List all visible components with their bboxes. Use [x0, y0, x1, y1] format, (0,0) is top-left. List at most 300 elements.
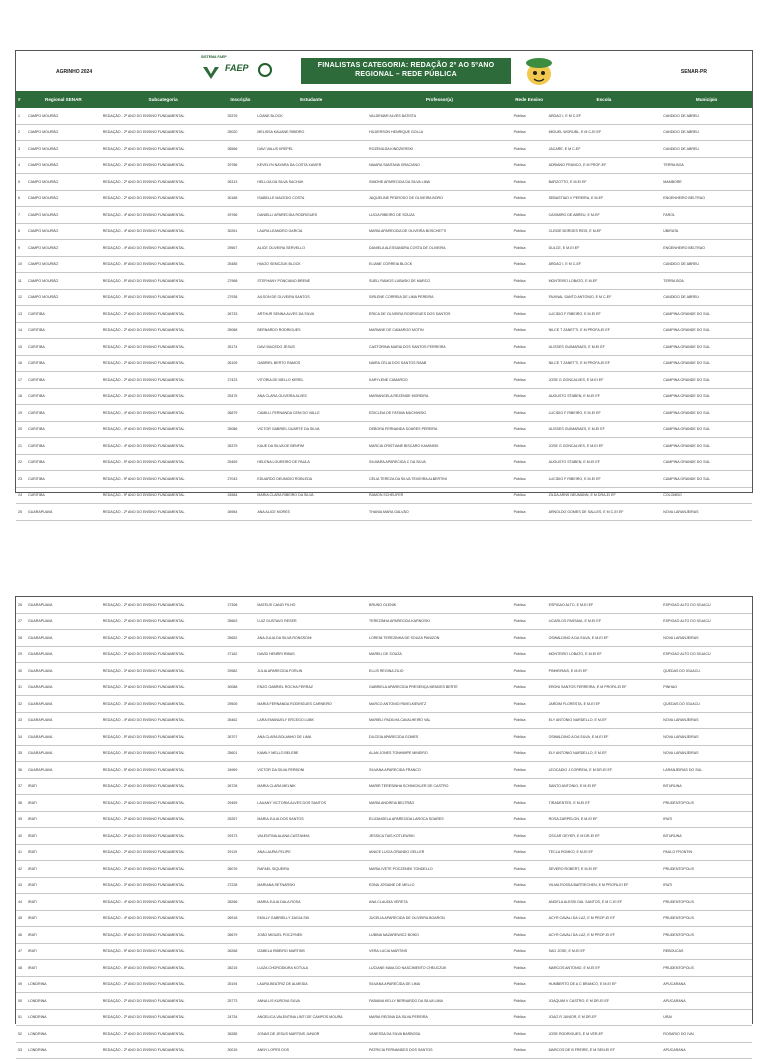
seal-icon: [258, 63, 272, 77]
cell-regional: CAMPO MOURÃO: [26, 246, 101, 250]
cell-number: 43: [16, 883, 26, 887]
cell-inscricao: 29786: [225, 163, 255, 167]
cell-regional: CAMPO MOURÃO: [26, 229, 101, 233]
cell-rede: Pública: [512, 130, 547, 134]
table-row: [16, 779, 752, 796]
cell-inscricao: 26733: [225, 312, 255, 316]
cell-number: 45: [16, 916, 26, 920]
cell-escola: SEBASTIAO V PEREIRA, E M-EF: [547, 196, 662, 200]
cell-estudante: ANA JULIA DA SILVA RONSSONI: [255, 636, 367, 640]
cell-rede: Pública: [512, 768, 547, 772]
table-row: [16, 1043, 752, 1059]
cell-number: 29: [16, 652, 26, 656]
cell-municipio: PRUDENTOPOLIS: [661, 966, 752, 970]
cell-estudante: LAUANY VICTORIA ALVES DOS SANTOS: [255, 801, 367, 805]
cell-subcategoria: REDAÇÃO - 2º ANO DO ENSINO FUNDAMENTAL: [101, 850, 226, 854]
cell-municipio: ENGENHEIRO BELTRAO: [661, 246, 752, 250]
cell-municipio: PAULO FRONTIN: [661, 850, 752, 854]
cell-inscricao: 26105: [225, 361, 255, 365]
cell-municipio: NOVA LARANJEIRAS: [661, 735, 752, 739]
cell-number: 21: [16, 444, 26, 448]
cell-subcategoria: REDAÇÃO - 5º ANO DO ENSINO FUNDAMENTAL: [101, 751, 226, 755]
cell-inscricao: 26918: [225, 916, 255, 920]
cell-estudante: VICTOR DA SILVA PERBONI: [255, 768, 367, 772]
cell-inscricao: 24584: [225, 493, 255, 497]
cell-estudante: ISABELLE MACEDO COSTA: [255, 196, 367, 200]
cell-municipio: URAI: [661, 1015, 752, 1019]
cell-number: 38: [16, 801, 26, 805]
cell-estudante: ANA ALICE MORES: [255, 510, 367, 514]
cell-escola: JOSE RODRIGUES, E M VER-EF: [547, 1032, 662, 1036]
cell-municipio: ROSARIO DO IVAI: [661, 1032, 752, 1036]
cell-estudante: ANNY LOPES DOS: [255, 1048, 367, 1052]
cell-inscricao: 25267: [225, 817, 255, 821]
cell-professor: SILVANA APARECIDA FRANCO: [367, 768, 512, 772]
cell-number: 4: [16, 163, 26, 167]
cell-estudante: STEFHANY PONCIANO BRENE: [255, 279, 367, 283]
cell-escola: PINHEIRAIS, E M-EI EF: [547, 669, 662, 673]
cell-regional: GUARAPUAVA: [26, 718, 101, 722]
cell-professor: CASTORINA MARIA DOS SANTOS FERREIRA: [367, 345, 512, 349]
table-row: [16, 273, 752, 290]
cell-escola: ACYR CAVALI DA LUZ, E M PROF-EI EF: [547, 916, 662, 920]
cell-professor: MARIR TERESINHA SCHMICKLER DE CASTRO: [367, 784, 512, 788]
cell-regional: IRATI: [26, 966, 101, 970]
cell-subcategoria: REDAÇÃO - 2º ANO DO ENSINO FUNDAMENTAL: [101, 1032, 226, 1036]
cell-rede: Pública: [512, 262, 547, 266]
cell-escola: JOAO R JUNIOR, E M DR-EF: [547, 1015, 662, 1019]
cell-number: 6: [16, 196, 26, 200]
cell-escola: CLEIDE BORGES REIS, E M-EF: [547, 229, 662, 233]
cell-number: 33: [16, 718, 26, 722]
cell-municipio: PRUDENTOPOLIS: [661, 867, 752, 871]
cell-escola: ULISSES GUIMARAES, E M-EI EF: [547, 345, 662, 349]
cell-municipio: CAMPINA GRANDE DO SUL: [661, 444, 752, 448]
cell-professor: MARIELI PADILHA CAVALHEIRO VAL: [367, 718, 512, 722]
cell-regional: CURITIBA: [26, 378, 101, 382]
cell-subcategoria: REDAÇÃO - 2º ANO DO ENSINO FUNDAMENTAL: [101, 196, 226, 200]
cell-professor: JESSICA TAIS KOTLEWSKI: [367, 834, 512, 838]
cell-subcategoria: REDAÇÃO - 5º ANO DO ENSINO FUNDAMENTAL: [101, 295, 226, 299]
cell-municipio: ENGENHEIRO BELTRAO: [661, 196, 752, 200]
cell-regional: CURITIBA: [26, 394, 101, 398]
cell-rede: Pública: [512, 916, 547, 920]
cell-subcategoria: REDAÇÃO - 2º ANO DO ENSINO FUNDAMENTAL: [101, 801, 226, 805]
cell-rede: Pública: [512, 834, 547, 838]
cell-rede: Pública: [512, 685, 547, 689]
cell-rede: Pública: [512, 279, 547, 283]
cell-rede: Pública: [512, 477, 547, 481]
table-row: [16, 224, 752, 241]
cell-municipio: APUCARANA: [661, 1048, 752, 1052]
cell-regional: CAMPO MOURÃO: [26, 147, 101, 151]
cell-regional: CURITIBA: [26, 411, 101, 415]
cell-escola: MONTEIRO LOBATO, E M-EI EF: [547, 652, 662, 656]
cell-professor: LUBINA NAZAREWICZ BOIKO: [367, 933, 512, 937]
cell-rede: Pública: [512, 999, 547, 1003]
cell-professor: VANESSA DA SILVA BARBOSA: [367, 1032, 512, 1036]
cell-escola: CASIMIRO DE ABREU, E M-EF: [547, 213, 662, 217]
cell-estudante: VALENTINA ALANA CASTANHA: [255, 834, 367, 838]
col-professor: Professor(a): [367, 97, 512, 102]
cell-regional: LONDRINA: [26, 982, 101, 986]
cell-estudante: EMILLY GABRIELLY ZAGULSKI: [255, 916, 367, 920]
cell-number: 18: [16, 394, 26, 398]
cell-number: 40: [16, 834, 26, 838]
cell-rede: Pública: [512, 246, 547, 250]
cell-estudante: VITÓRIA DE MELLO KEREL: [255, 378, 367, 382]
cell-professor: ROZENILDA KINDZIERSKI: [367, 147, 512, 151]
cell-subcategoria: REDAÇÃO - 5º ANO DO ENSINO FUNDAMENTAL: [101, 477, 226, 481]
logo-text: FAEP: [225, 63, 255, 81]
table-row: [16, 207, 752, 224]
cell-professor: VALDEMAR ALVES BATISTA: [367, 114, 512, 118]
table-row: [16, 438, 752, 455]
cell-number: 37: [16, 784, 26, 788]
cell-municipio: TERRA BOA: [661, 163, 752, 167]
cell-subcategoria: REDAÇÃO - 5º ANO DO ENSINO FUNDAMENTAL: [101, 966, 226, 970]
cell-rede: Pública: [512, 147, 547, 151]
cell-rede: Pública: [512, 1015, 547, 1019]
cell-inscricao: 29582: [225, 669, 255, 673]
cell-subcategoria: REDAÇÃO - 2º ANO DO ENSINO FUNDAMENTAL: [101, 180, 226, 184]
cell-municipio: NOVA LARANJEIRAS: [661, 510, 752, 514]
table-row: [16, 812, 752, 829]
cell-inscricao: 26879: [225, 411, 255, 415]
cell-number: 50: [16, 999, 26, 1003]
cell-inscricao: 25652: [225, 636, 255, 640]
cell-regional: LONDRINA: [26, 1015, 101, 1019]
cell-rede: Pública: [512, 427, 547, 431]
cell-estudante: ANGELICA VALENTINA LINTI DE CAMPOS MOURA: [255, 1015, 367, 1019]
cell-rede: Pública: [512, 669, 547, 673]
cell-professor: MARIANE DE CAMARGO MOTIN: [367, 328, 512, 332]
cell-number: 39: [16, 817, 26, 821]
cell-estudante: EDUARDO DEUNIDIO ROBLEDA: [255, 477, 367, 481]
cell-number: 9: [16, 246, 26, 250]
cell-inscricao: 30168: [225, 196, 255, 200]
cell-estudante: ARTHUR SENNA ALVES DA SILVA: [255, 312, 367, 316]
cell-escola: AUGUSTO STABEN, E M-EI EF: [547, 394, 662, 398]
cell-escola: JOSE G GONCALVES, E M-EI EF: [547, 378, 662, 382]
cell-escola: MONTEIRO LOBATO, E M-EF: [547, 279, 662, 283]
table-row: [16, 647, 752, 664]
cell-municipio: FAROL: [661, 213, 752, 217]
table-body: [16, 108, 752, 521]
cell-municipio: CANDIDO DE ABREU: [661, 114, 752, 118]
cell-rede: Pública: [512, 312, 547, 316]
cell-estudante: MATEUS CANZI FILHO: [255, 603, 367, 607]
cell-escola: FAXINAL SANTO ANTONIO, E M C-EF: [547, 295, 662, 299]
cell-professor: PATRICIA FERNANDES DOS SANTOS: [367, 1048, 512, 1052]
cell-number: 19: [16, 411, 26, 415]
cell-subcategoria: REDAÇÃO - 2º ANO DO ENSINO FUNDAMENTAL: [101, 834, 226, 838]
cell-rede: Pública: [512, 378, 547, 382]
cell-number: 11: [16, 279, 26, 283]
table-row: [16, 795, 752, 812]
col-number: #: [16, 97, 26, 102]
cell-inscricao: 26313: [225, 180, 255, 184]
cell-professor: DEBORA FERNANDA SOARES PEREIRA: [367, 427, 512, 431]
col-escola: Escola: [547, 97, 662, 102]
cell-escola: ULISSES GUIMARAES, E M-EI EF: [547, 427, 662, 431]
cell-regional: CAMPO MOURÃO: [26, 279, 101, 283]
cell-municipio: CAMPINA GRANDE DO SUL: [661, 427, 752, 431]
cell-subcategoria: REDAÇÃO - 3º ANO DO ENSINO FUNDAMENTAL: [101, 685, 226, 689]
cell-regional: CAMPO MOURÃO: [26, 213, 101, 217]
document-page-2: [15, 596, 753, 1024]
cell-subcategoria: REDAÇÃO - 2º ANO DO ENSINO FUNDAMENTAL: [101, 114, 226, 118]
cell-professor: LUCIANE MAIA DO NASCIMENTO CHEUCZUK: [367, 966, 512, 970]
cell-number: 35: [16, 751, 26, 755]
cell-subcategoria: REDAÇÃO - 2º ANO DO ENSINO FUNDAMENTAL: [101, 1048, 226, 1052]
cell-rede: Pública: [512, 180, 547, 184]
cell-rede: Pública: [512, 933, 547, 937]
cell-subcategoria: REDAÇÃO - 4º ANO DO ENSINO FUNDAMENTAL: [101, 213, 226, 217]
table-row: [16, 663, 752, 680]
cell-regional: GUARAPUAVA: [26, 619, 101, 623]
cell-rede: Pública: [512, 345, 547, 349]
cell-professor: HILDERSON HENRIQUE GOLLA: [367, 130, 512, 134]
cell-subcategoria: REDAÇÃO - 3º ANO DO ENSINO FUNDAMENTAL: [101, 669, 226, 673]
cell-subcategoria: REDAÇÃO - 2º ANO DO ENSINO FUNDAMENTAL: [101, 130, 226, 134]
cell-rede: Pública: [512, 883, 547, 887]
cell-regional: CURITIBA: [26, 493, 101, 497]
cell-regional: CURITIBA: [26, 312, 101, 316]
cell-estudante: DANIELLI APARECIDA RODRIGUES: [255, 213, 367, 217]
table-row: [16, 944, 752, 961]
cell-estudante: DAVI MACEDO JESUS: [255, 345, 367, 349]
cell-regional: GUARAPUAVA: [26, 636, 101, 640]
cell-estudante: VICTOR GABRIEL DUARTE DA SILVA: [255, 427, 367, 431]
cell-regional: IRATI: [26, 949, 101, 953]
table-row: [16, 597, 752, 614]
agrinho-mascot-logo: [521, 54, 557, 88]
cell-number: 28: [16, 636, 26, 640]
cell-escola: ZILDA ARNS NEUMANN, E M DRA-EI EF: [547, 493, 662, 497]
cell-escola: BARZOTTO, E M-EI EF: [547, 180, 662, 184]
cell-escola: VILMA ROSSA BARTIECHEN, E M PROFA-EI EF: [547, 883, 662, 887]
cell-inscricao: 25376: [225, 114, 255, 118]
cell-estudante: DAVI VALUS KREPEL: [255, 147, 367, 151]
table-row: [16, 290, 752, 307]
cell-regional: CURITIBA: [26, 345, 101, 349]
cell-subcategoria: REDAÇÃO - 2º ANO DO ENSINO FUNDAMENTAL: [101, 510, 226, 514]
cell-subcategoria: REDAÇÃO - 2º ANO DO ENSINO FUNDAMENTAL: [101, 328, 226, 332]
cell-escola: LICARLOS PASSAIA, E M-EI EF: [547, 619, 662, 623]
cell-rede: Pública: [512, 444, 547, 448]
cell-municipio: NOVA LARANJEIRAS: [661, 718, 752, 722]
cell-escola: SEVERO ROBERT, E M-EI EF: [547, 867, 662, 871]
cell-rede: Pública: [512, 867, 547, 871]
cell-rede: Pública: [512, 751, 547, 755]
cell-subcategoria: REDAÇÃO - 4º ANO DO ENSINO FUNDAMENTAL: [101, 427, 226, 431]
table-row: [16, 471, 752, 488]
cell-regional: GUARAPUAVA: [26, 685, 101, 689]
table-row: [16, 174, 752, 191]
cell-inscricao: 25663: [225, 619, 255, 623]
cell-municipio: LARANJEIRAS DO SUL: [661, 768, 752, 772]
cell-regional: CURITIBA: [26, 460, 101, 464]
cell-escola: LUCIDIO F RIBEIRO, E M-EI EF: [547, 312, 662, 316]
cell-regional: IRATI: [26, 834, 101, 838]
cell-regional: CAMPO MOURÃO: [26, 295, 101, 299]
cell-municipio: APUCARANA: [661, 982, 752, 986]
cell-estudante: DAVID HENRRI RIBAS: [255, 652, 367, 656]
cell-municipio: CANDIDO DE ABREU: [661, 262, 752, 266]
cell-escola: NILCE T ZANETTI, E M PROFA-EI EF: [547, 361, 662, 365]
cell-escola: ARDAO I, E M C-EF: [547, 262, 662, 266]
org-label: SENAR-PR: [681, 69, 707, 75]
cell-professor: NAIARA SANTANA GRACIANO: [367, 163, 512, 167]
cell-regional: GUARAPUAVA: [26, 669, 101, 673]
cell-inscricao: 27423: [225, 378, 255, 382]
cell-escola: ARDAO I, E M C-EF: [547, 114, 662, 118]
table-row: [16, 108, 752, 125]
cell-inscricao: 27308: [225, 603, 255, 607]
cell-escola: OSWALDINO A DA SILVA, E M-EI EF: [547, 636, 662, 640]
table-row: [16, 878, 752, 895]
col-estudante: Estudante: [255, 97, 367, 102]
cell-subcategoria: REDAÇÃO - 5º ANO DO ENSINO FUNDAMENTAL: [101, 768, 226, 772]
cell-professor: BRUNO OLENIK: [367, 603, 512, 607]
cell-municipio: QUEDAS DO IGUACU: [661, 669, 752, 673]
cell-escola: DULCE, E M-EI EF: [547, 246, 662, 250]
cell-inscricao: 26462: [225, 718, 255, 722]
cell-number: 25: [16, 510, 26, 514]
cell-professor: ELIANE CORREIA BLOCK: [367, 262, 512, 266]
cell-estudante: JÚLIA APARECIDA FORLIN: [255, 669, 367, 673]
cell-escola: JOAQUIM V CASTRO, E M DR-EI EF: [547, 999, 662, 1003]
cell-rede: Pública: [512, 784, 547, 788]
col-rede-ensino: Rede Ensino: [512, 97, 547, 102]
cell-professor: ELIZANGELA APARECIDA LAROCA SOARES: [367, 817, 512, 821]
cell-professor: THANIA MARA GALVÃO: [367, 510, 512, 514]
cell-municipio: CAMPINA GRANDE DO SUL: [661, 312, 752, 316]
cell-subcategoria: REDAÇÃO - 4º ANO DO ENSINO FUNDAMENTAL: [101, 718, 226, 722]
cell-inscricao: 30015: [225, 1048, 255, 1052]
cell-regional: CAMPO MOURÃO: [26, 130, 101, 134]
table-row: [16, 960, 752, 977]
col-municipio: Município: [661, 97, 752, 102]
table-row: [16, 158, 752, 175]
cell-professor: ÉRICA DE OLIVEIRA RODRIGUES DOS SANTOS: [367, 312, 512, 316]
col-inscricao: Inscrição: [225, 97, 255, 102]
cell-estudante: KEVELYN NAYARA DA COSTA XAVIER: [255, 163, 367, 167]
cell-professor: ANA CLAUDIA VERETA: [367, 900, 512, 904]
cell-rede: Pública: [512, 966, 547, 970]
cell-municipio: ESPIGAO ALTO DO IGUACU: [661, 619, 752, 623]
cell-number: 30: [16, 669, 26, 673]
title-banner: [301, 58, 511, 84]
cell-rede: Pública: [512, 460, 547, 464]
cell-estudante: MARIA JÚLIA DOS SANTOS: [255, 817, 367, 821]
cell-regional: LONDRINA: [26, 999, 101, 1003]
cell-municipio: BITURUNA: [661, 834, 752, 838]
cell-regional: CAMPO MOURÃO: [26, 196, 101, 200]
cell-number: 48: [16, 966, 26, 970]
cell-municipio: CAMPINA GRANDE DO SUL: [661, 328, 752, 332]
cell-subcategoria: REDAÇÃO - 4º ANO DO ENSINO FUNDAMENTAL: [101, 411, 226, 415]
cell-estudante: MELISSA KAUANE RIBEIRO: [255, 130, 367, 134]
cell-regional: IRATI: [26, 801, 101, 805]
table-row: [16, 1026, 752, 1043]
cell-professor: EDNA JOSIANE DE MELLO: [367, 883, 512, 887]
cell-escola: ELY ANTONIO NARDELLO, E M-EF: [547, 718, 662, 722]
cell-professor: FABIANA KELLY BERNARDO DA SILVA LIMA: [367, 999, 512, 1003]
cell-professor: CÉLIA TEREZA DA SILVA TEIXEIRA ALBERTINI: [367, 477, 512, 481]
cell-number: 5: [16, 180, 26, 184]
cell-municipio: CAMPINA GRANDE DO SUL: [661, 378, 752, 382]
cell-rede: Pública: [512, 801, 547, 805]
cell-professor: JUCELIA APARECIDA DE OLIVEIRA BOARON: [367, 916, 512, 920]
document-page-1: [15, 50, 753, 493]
cell-number: 23: [16, 477, 26, 481]
cell-escola: ROSA ZARPELON, E M-EI EF: [547, 817, 662, 821]
cell-professor: DANIELA ALESSANDRA COSTA DE OLIVEIRA: [367, 246, 512, 250]
col-subcategoria: Subcategoria: [101, 97, 226, 102]
cell-escola: ANGELA ALESSI DAL SANTOS, E M C-EI EF: [547, 900, 662, 904]
cell-number: 44: [16, 900, 26, 904]
cell-number: 41: [16, 850, 26, 854]
cell-estudante: HELLOA DA SILVA SACHUK: [255, 180, 367, 184]
cell-regional: CAMPO MOURÃO: [26, 114, 101, 118]
cell-regional: CURITIBA: [26, 477, 101, 481]
cell-inscricao: 26984: [225, 510, 255, 514]
cell-municipio: ESPIGAO ALTO DO IGUACU: [661, 652, 752, 656]
cell-inscricao: 25086: [225, 427, 255, 431]
cell-estudante: GABRIEL BERTO RAMOS: [255, 361, 367, 365]
cell-escola: LUCIDIO F RIBEIRO, E M-EI EF: [547, 477, 662, 481]
cell-estudante: CAMILLI FERNANDA CENI DO VALLE: [255, 411, 367, 415]
event-label: AGRINHO 2024: [56, 69, 92, 75]
cell-rede: Pública: [512, 229, 547, 233]
cell-inscricao: 28215: [225, 966, 255, 970]
cell-number: 14: [16, 328, 26, 332]
cell-estudante: MARIANA SETNARSKI: [255, 883, 367, 887]
cell-escola: MIGUEL WORUBL, E M C-EI EF: [547, 130, 662, 134]
cell-inscricao: 30261: [225, 229, 255, 233]
cell-rede: Pública: [512, 718, 547, 722]
cell-professor: SIMONE APARECIDA DA SILVA LIMA: [367, 180, 512, 184]
cell-inscricao: 29373: [225, 834, 255, 838]
cell-subcategoria: REDAÇÃO - 2º ANO DO ENSINO FUNDAMENTAL: [101, 163, 226, 167]
cell-inscricao: 27938: [225, 295, 255, 299]
cell-rede: Pública: [512, 636, 547, 640]
cell-escola: LUCIDIO F RIBEIRO, E M-EI EF: [547, 411, 662, 415]
cell-number: 52: [16, 1032, 26, 1036]
table-row: [16, 927, 752, 944]
cell-rede: Pública: [512, 1032, 547, 1036]
cell-regional: CURITIBA: [26, 444, 101, 448]
cell-professor: VERA LUCIA MARTINS: [367, 949, 512, 953]
cell-inscricao: 25459: [225, 460, 255, 464]
cell-estudante: LAURA LEANDRO GARCIA: [255, 229, 367, 233]
cell-municipio: BITURUNA: [661, 784, 752, 788]
cell-estudante: LUIZ GUSTAVO RESER: [255, 619, 367, 623]
cell-estudante: KAUE DA SILVA DE BENFIM: [255, 444, 367, 448]
table-row: [16, 911, 752, 928]
cell-municipio: NOVA LARANJEIRAS: [661, 636, 752, 640]
cell-rede: Pública: [512, 702, 547, 706]
cell-subcategoria: REDAÇÃO - 2º ANO DO ENSINO FUNDAMENTAL: [101, 603, 226, 607]
cell-subcategoria: REDAÇÃO - 2º ANO DO ENSINO FUNDAMENTAL: [101, 636, 226, 640]
cell-number: 22: [16, 460, 26, 464]
cell-escola: NILCE T ZANETTI, E M PROFA-EI EF: [547, 328, 662, 332]
cell-municipio: CANDIDO DE ABREU: [661, 295, 752, 299]
cell-municipio: CANDIDO DE ABREU: [661, 130, 752, 134]
cell-municipio: ESPIGAO ALTO DO IGUACU: [661, 603, 752, 607]
